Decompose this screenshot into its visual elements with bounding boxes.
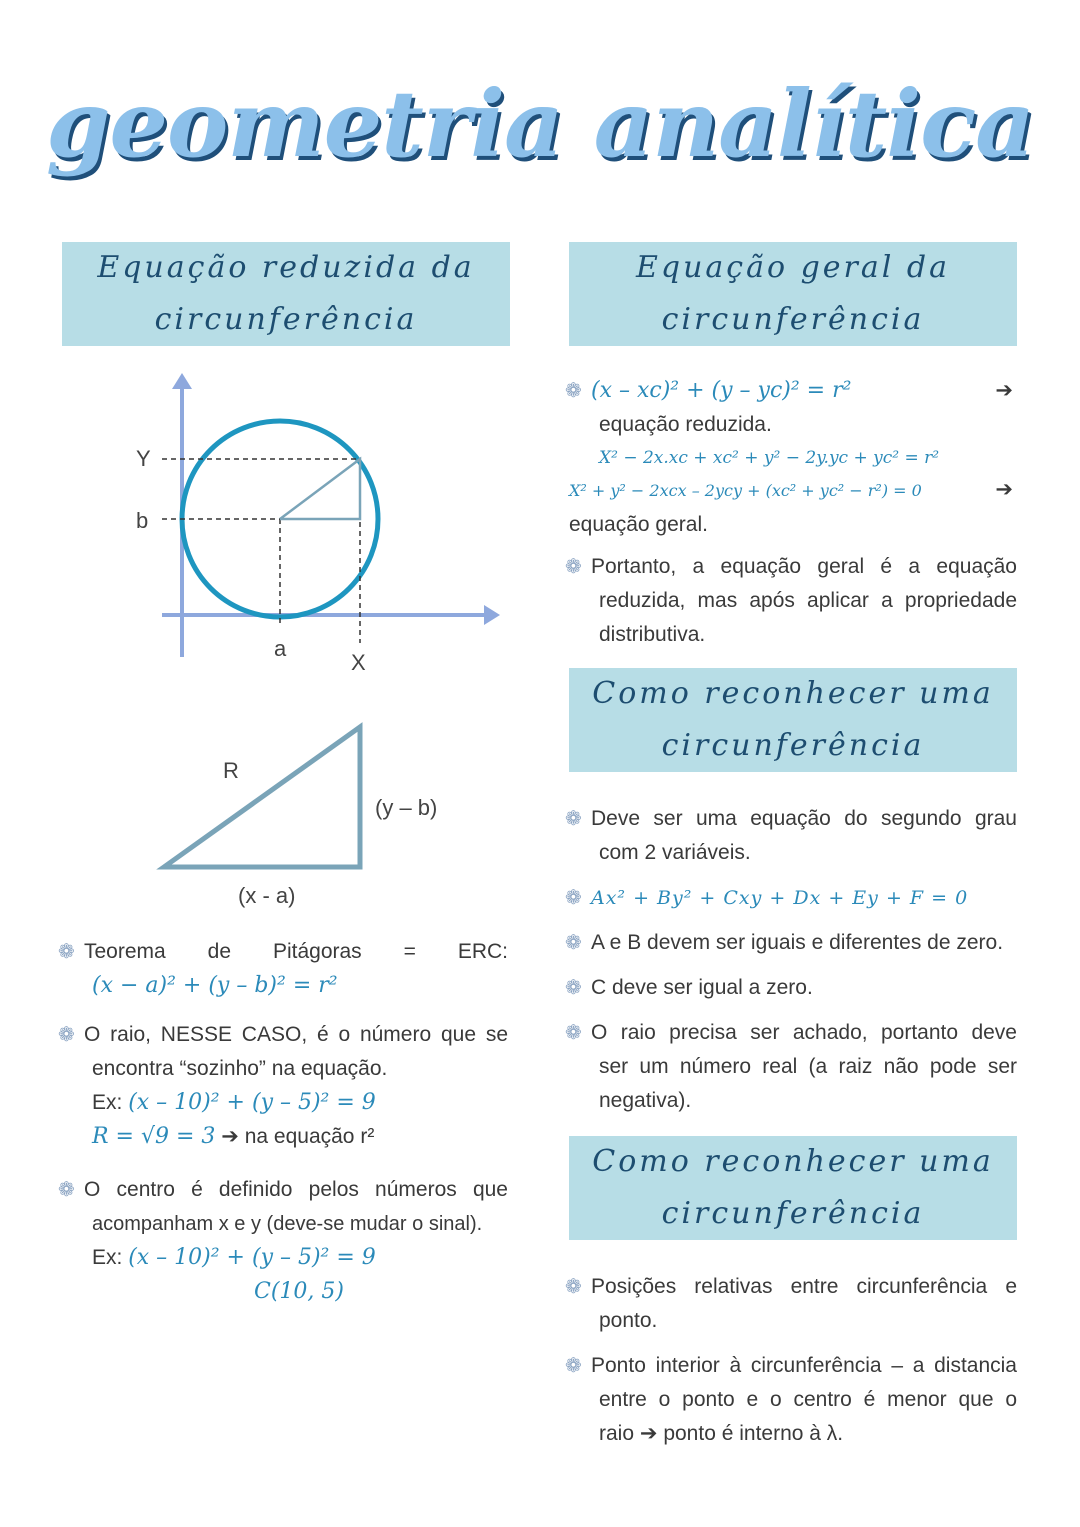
banner-line: Como reconhecer uma: [592, 1144, 994, 1179]
banner-line: circunferência: [154, 302, 418, 337]
raio-example-equation: (x – 10)² + (y – 5)² = 9: [128, 1090, 376, 1115]
y-axis-arrow: [172, 373, 192, 389]
interior-line-3a: raio: [599, 1422, 635, 1445]
banner-line: Equação geral da: [635, 250, 950, 285]
inner-triangle: [280, 459, 360, 519]
flower-bullet-icon: ❁: [565, 1355, 582, 1377]
banner-como-reconhecer-1: [569, 668, 1017, 772]
flower-bullet-icon: ❁: [565, 1276, 582, 1298]
arrow-right-icon: ➔: [995, 379, 1013, 402]
centro-value: C(10, 5): [254, 1279, 344, 1304]
label-y: Y: [136, 446, 151, 471]
portanto-line-3: distributiva.: [599, 623, 706, 646]
flower-bullet-icon: ❁: [565, 380, 582, 402]
equacao-geral-formula: X² + y² − 2xcx – 2ycy + (xc² + yc² − r²) = 0: [569, 481, 922, 500]
reconhecer-raio-line-3: negativa).: [599, 1089, 692, 1112]
flower-bullet-icon: ❁: [565, 977, 582, 999]
portanto-line-1: Portanto, a equação geral é a equação: [591, 555, 1017, 578]
ex-label: Ex:: [92, 1246, 123, 1269]
posicoes-block: [565, 1270, 1017, 1451]
reconhecer-raio-line-2: ser um número real (a raiz não pode ser: [599, 1055, 1017, 1078]
reconhecer-line-2: com 2 variáveis.: [599, 841, 751, 864]
raio-line-2: encontra “sozinho” na equação.: [92, 1057, 388, 1080]
banner-line: circunferência: [661, 728, 925, 763]
banner-line: circunferência: [661, 302, 925, 337]
flower-bullet-icon: ❁: [565, 1022, 582, 1044]
circle-diagram: [120, 365, 520, 675]
equacao-reduzida-note: equação reduzida.: [599, 413, 772, 436]
portanto-line-2: reduzida, mas após aplicar a propriedade: [599, 589, 1017, 612]
flower-bullet-icon: ❁: [565, 556, 582, 578]
right-triangle: [164, 727, 360, 867]
flower-bullet-icon: ❁: [58, 941, 75, 963]
label-x: X: [351, 650, 366, 675]
x-axis-arrow: [484, 605, 500, 625]
arrow-right-icon: ➔: [995, 478, 1013, 501]
banner-equacao-geral: [569, 242, 1017, 346]
raio-value: R = √9 = 3: [92, 1124, 216, 1149]
equacao-geral-note: equação geral.: [569, 513, 708, 536]
label-r: R: [223, 758, 239, 783]
banner-como-reconhecer-2: [569, 1136, 1017, 1240]
raio-note: na equação r²: [244, 1125, 375, 1148]
arrow-right-icon: ➔: [639, 1422, 658, 1445]
arrow-right-icon: ➔: [221, 1125, 239, 1148]
posicoes-line-2: ponto.: [599, 1309, 658, 1332]
general-second-degree-equation: Ax² + By² + Cxy + Dx + Ey + F = 0: [591, 887, 969, 909]
banner-line: Equação reduzida da: [97, 250, 475, 285]
raio-line-1: O raio, NESSE CASO, é o número que se: [84, 1023, 508, 1046]
banner-line: circunferência: [661, 1196, 925, 1231]
flower-bullet-icon: ❁: [565, 808, 582, 830]
pitagoras-equation: (x − a)² + (y – b)² = r²: [92, 973, 338, 998]
interior-line-3b: ponto é interno à λ.: [663, 1422, 844, 1445]
centro-example-equation: (x – 10)² + (y – 5)² = 9: [128, 1245, 376, 1270]
reconhecer-raio-line-1: O raio precisa ser achado, portanto deve: [591, 1021, 1017, 1044]
raio-block: [58, 1018, 508, 1154]
equacao-reduzida-formula: (x – xc)² + (y – yc)² = r²: [591, 378, 852, 403]
banner-line: Como reconhecer uma: [592, 676, 994, 711]
page-title: geometria analítica: [46, 70, 1034, 178]
pitagoras-block: [58, 935, 508, 1003]
reconhecer-ab: A e B devem ser iguais e diferentes de zero.: [591, 931, 1004, 954]
label-x-minus-a: (x - a): [238, 883, 296, 908]
flower-bullet-icon: ❁: [565, 932, 582, 954]
flower-bullet-icon: ❁: [58, 1024, 75, 1046]
portanto-block: [565, 550, 1017, 652]
reconhecer-line-1: Deve ser uma equação do segundo grau: [591, 807, 1017, 830]
flower-bullet-icon: ❁: [565, 887, 582, 909]
label-y-minus-b: (y – b): [375, 795, 438, 820]
equacao-geral-block: [565, 374, 1017, 542]
centro-block: [58, 1173, 508, 1309]
reconhecer-block: [565, 802, 1017, 1118]
pitagoras-text: Teorema de Pitágoras = ERC:: [84, 940, 508, 963]
flower-bullet-icon: ❁: [58, 1179, 75, 1201]
expanded-equation: X² − 2x.xc + xc² + y² − 2y.yc + yc² = r²: [599, 448, 940, 468]
interior-line-2: entre o ponto e o centro é menor que o: [599, 1388, 1017, 1411]
reconhecer-c: C deve ser igual a zero.: [591, 976, 813, 999]
label-a: a: [274, 636, 287, 661]
ex-label: Ex:: [92, 1091, 123, 1114]
triangle-diagram: [150, 715, 380, 885]
centro-line-2: acompanham x e y (deve-se mudar o sinal).: [92, 1213, 483, 1235]
centro-line-1: O centro é definido pelos números que: [84, 1178, 508, 1201]
posicoes-line-1: Posições relativas entre circunferência e: [591, 1275, 1017, 1298]
label-b: b: [136, 508, 149, 533]
banner-equacao-reduzida: [62, 242, 510, 346]
interior-line-1: Ponto interior à circunferência – a distancia: [591, 1354, 1017, 1377]
